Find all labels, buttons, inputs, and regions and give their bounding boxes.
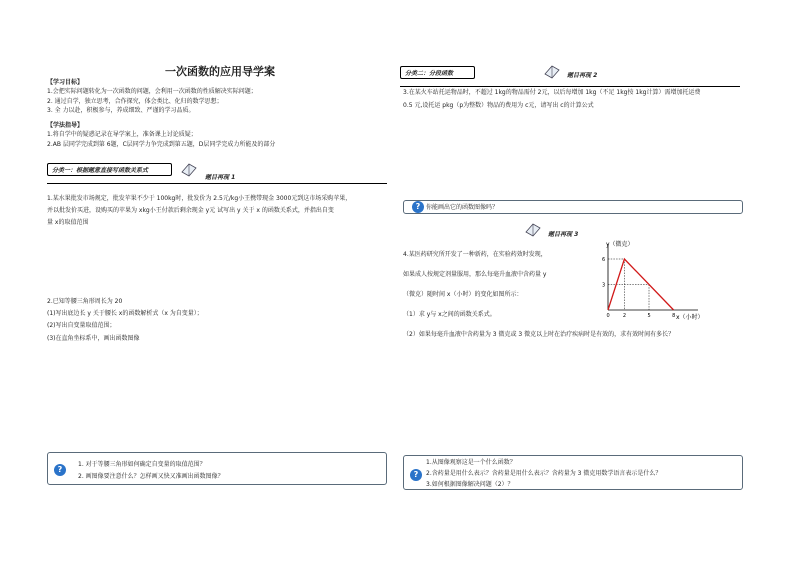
section2-tag: 分类二：分段函数	[400, 66, 475, 79]
x-tick-label: 5	[647, 313, 651, 319]
q2-line: (2)写出自变量取值范围；	[47, 322, 116, 329]
goals-header: 【学习目标】	[47, 79, 84, 86]
book-icon	[543, 62, 561, 80]
x-axis-label: x（小时）	[676, 314, 704, 321]
q4-part2: （2）如果每毫升血液中含药量为 3 微克或 3 微克以上时在治疗疾病时是有效的，求有效时间有多长？	[403, 331, 675, 338]
q2-line: 2.已知等腰三角形周长为 20	[47, 298, 123, 305]
question-icon: ?	[410, 469, 422, 481]
q1-line1: 1.某水果批发市场规定，批发苹果不少于 100kg时，批发价为 2.5元/kg小王携带现金 3000元到这市场采购苹果，	[47, 195, 352, 202]
reflect-item: 3.如何根据图像解决问题（2）？	[426, 481, 514, 488]
practice2-label: 题目再现 2	[567, 72, 598, 79]
practice1-label: 题目再现 1	[205, 174, 236, 181]
q1-line2: 并以批发价买进，设购买的苹果为 xkg小王付款后剩余现金 y元 试写出 y 关于 x 的函数关系式，并指出自变	[47, 207, 334, 214]
q1-line3: 量 x的取值范围	[47, 219, 89, 226]
hint-question: 你能画出它的函数图像吗？	[426, 204, 499, 211]
guide-2: 2.AB 层同学完成到第 6题，C层同学力争完成到第五题，D层同学完成力所能及的部分	[47, 141, 276, 148]
reflect-item: 1. 对于等腰三角形如何确定自变量的取值范围？	[78, 461, 206, 468]
q2-line: (3)在直角坐标系中，画出函数图像	[47, 335, 140, 342]
x-tick-label: 8	[672, 313, 676, 319]
practice3-label: 题目再现 3	[548, 231, 579, 238]
guide-header: 【学法指导】	[47, 122, 84, 129]
section1-underline	[47, 183, 387, 184]
y-axis-label: y（微克）	[606, 241, 634, 248]
reflect-box-left	[47, 452, 387, 485]
q4-line: （1）求 y与 x之间的函数关系式。	[403, 311, 496, 318]
q3-line2: 0.5 元,设托运 pkg（p为整数）物品的费用为 c元，请写出 c的计算公式	[403, 102, 594, 109]
q4-line: 如果成人按规定剂量服用，那么每毫升血液中含药量 y	[403, 271, 547, 278]
reflect-item: 1.从图像观察这是一个什么函数？	[426, 459, 516, 466]
drug-concentration-chart	[596, 238, 706, 328]
goal-1: 1.会把实际问题转化为一次函数的问题，会利用一次函数的性质解决实际问题；	[47, 88, 257, 95]
y-tick-label: 6	[602, 257, 606, 263]
reflect-item: 2. 画图像要注意什么？怎样画又快又准画出函数图像？	[78, 473, 224, 480]
guide-1: 1.将自学中的疑惑记录在导学案上，准备课上讨论质疑；	[47, 131, 197, 138]
x-tick-label: 0	[606, 313, 610, 319]
q2-line: (1)写出底边长 y 关于腰长 x的函数解析式（x 为自变量）；	[47, 310, 203, 317]
question-icon: ?	[54, 464, 66, 476]
y-tick-label: 3	[602, 282, 606, 289]
x-tick-label: 2	[622, 313, 627, 319]
page-title: 一次函数的应用导学案	[165, 65, 275, 78]
section2-underline	[400, 86, 740, 87]
q3-line1: 3.在某火车站托运物品时，不超过 1kg的物品需付 2元，以后每增加 1kg（不足 1kg按 1kg计算）需增加托运费	[403, 89, 701, 96]
reflect-item: 2.含药量是用什么表示？含药量是用什么表示？含药量为 3 微克用数学语言表示是什么？	[426, 470, 662, 477]
book-icon	[180, 160, 198, 178]
section1-tag: 分类一：根据题意直接写函数关系式	[47, 163, 172, 176]
goal-3: 3. 全 力以赴，积极参与，养成细致、严谨的学习品质。	[47, 107, 195, 114]
question-icon: ?	[412, 201, 424, 213]
goal-2: 2. 通过自学，独立思考，合作探究，体会类比、化归的数学思想；	[47, 98, 223, 105]
book-icon	[524, 220, 542, 238]
q4-line: 4.某医药研究所开发了一种新药，在实验药效时发现，	[403, 251, 547, 258]
hint-box	[403, 200, 743, 214]
reflect-box-right	[403, 455, 743, 490]
q4-line: （微克）随时间 x（小时）的变化如图所示：	[403, 291, 523, 298]
